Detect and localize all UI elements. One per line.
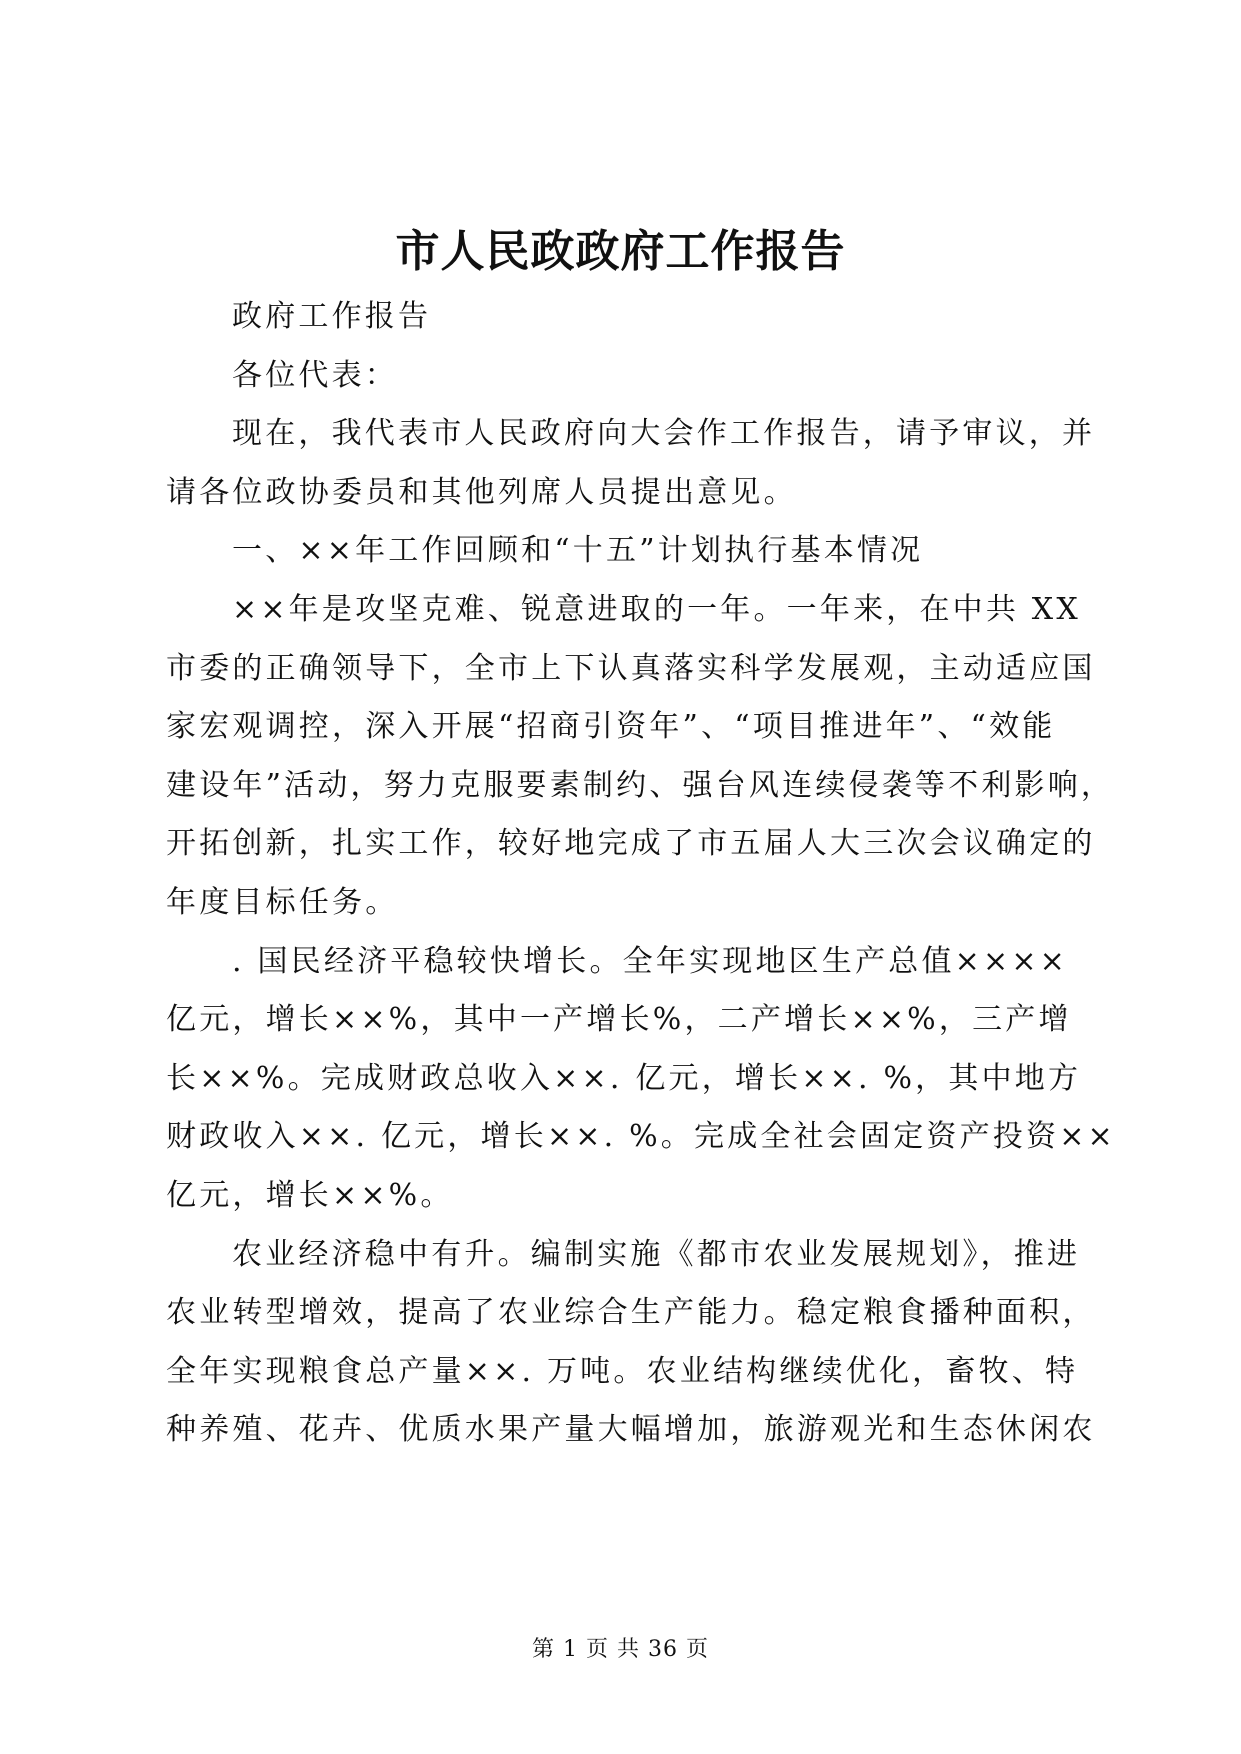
text-line: 年度目标任务。 (166, 884, 399, 920)
text-line: 各位代表： (232, 357, 398, 393)
document-body (166, 288, 1116, 1460)
paragraph (166, 405, 1096, 522)
text-line: 市委的正确领导下，全市上下认真落实科学发展观，主动适应国 (166, 650, 1096, 686)
text-line: 农业转型增效，提高了农业综合生产能力。稳定粮食播种面积， (166, 1295, 1096, 1331)
text-line: 农业经济稳中有升。编制实施《都市农业发展规划》，推进 (232, 1236, 1081, 1272)
text-line: 财政收入××. 亿元，增长××. %。完成全社会固定资产投资×× (166, 1119, 1116, 1155)
text-line: 政府工作报告 (232, 299, 432, 334)
text-line: 全年实现粮食总产量××. 万吨。农业结构继续优化，畜牧、特 (166, 1353, 1079, 1389)
text-line: 开拓创新，扎实工作，较好地完成了市五届人大三次会议确定的 (166, 826, 1096, 862)
text-line: ××年是攻坚克难、锐意进取的一年。一年来，在中共 XX (232, 591, 1081, 627)
paragraph (166, 347, 1080, 406)
page-number-footer: 第 1 页 共 36 页 (532, 1637, 709, 1662)
document-title: 市人民政政府工作报告 (395, 226, 846, 277)
text-line: 建设年”活动，努力克服要素制约、强台风连续侵袭等不利影响， (166, 767, 1115, 803)
text-line: 亿元，增长××%，其中一产增长%，二产增长××%，三产增 (166, 1002, 1072, 1038)
text-line: 种养殖、花卉、优质水果产量大幅增加，旅游观光和生态休闲农 (166, 1412, 1096, 1448)
paragraph (166, 581, 1115, 933)
text-line: 长××%。完成财政总收入××. 亿元，增长××. %，其中地方 (166, 1060, 1082, 1096)
paragraph (166, 288, 1080, 347)
paragraph (166, 933, 1116, 1226)
text-line: 家宏观调控，深入开展“招商引资年”、“项目推进年”、“效能 (166, 709, 1056, 745)
paragraph (166, 1226, 1096, 1460)
text-line: 一、××年工作回顾和“十五”计划执行基本情况 (232, 533, 924, 569)
text-line: 亿元，增长××%。 (166, 1177, 454, 1213)
text-line: 请各位政协委员和其他列席人员提出意见。 (166, 474, 797, 510)
paragraph (166, 522, 1080, 581)
text-line: 现在，我代表市人民政府向大会作工作报告，请予审议，并 (232, 416, 1096, 452)
text-line: . 国民经济平稳较快增长。全年实现地区生产总值×××× (232, 943, 1069, 979)
